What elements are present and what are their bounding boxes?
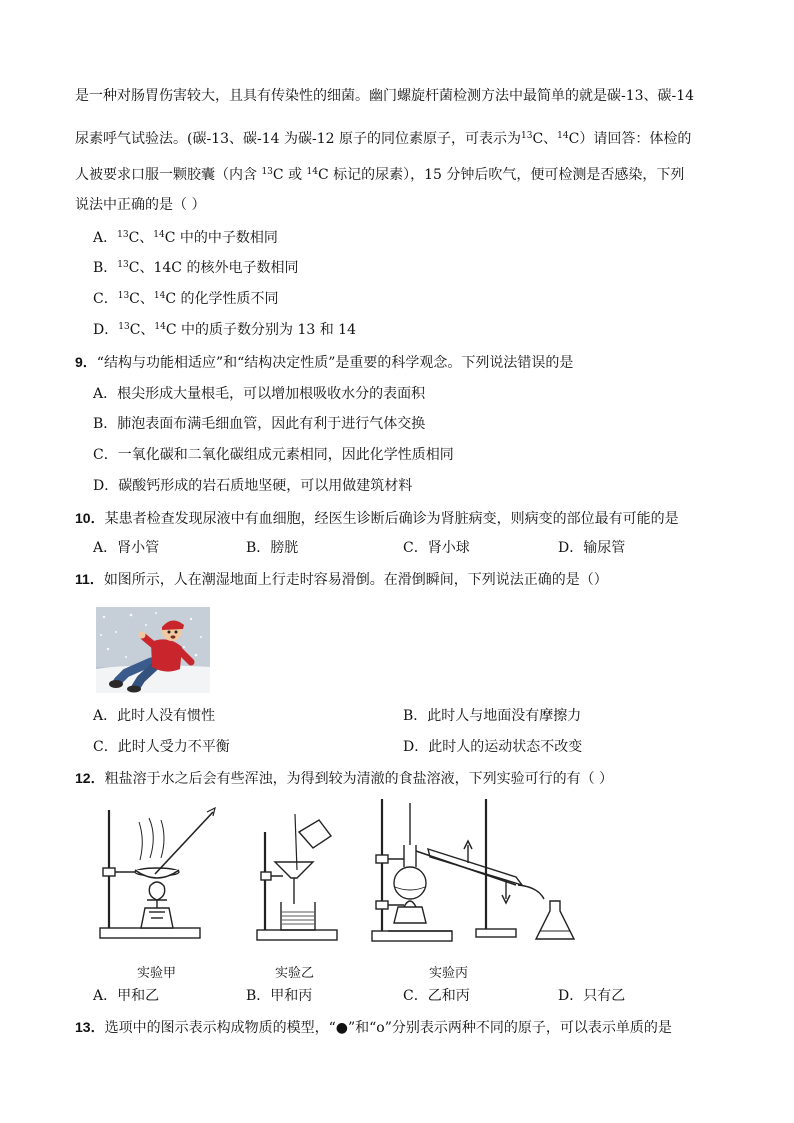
q9-option-c: C．一氧化碳和二氧化碳组成元素相同，因此化学性质相同 [93,447,454,463]
q9-option-a: A．根尖形成大量根毛，可以增加根吸收水分的表面积 [93,386,426,402]
q11-option-b: B．此时人与地面没有摩擦力 [403,708,582,724]
q8-option-c: C．$^{13}$C、$^{14}$C 的化学性质不同 [93,291,279,307]
experiment-bing-distillation-figure [368,795,588,945]
q11-option-d: D．此时人的运动状态不改变 [403,739,583,755]
q8-option-d: D．$^{13}$C、$^{14}$C 中的质子数分别为 13 和 14 [93,322,357,338]
caption-experiment-jia: 实验甲 [137,966,177,981]
q9-option-b: B．肺泡表面布满毛细血管，因此有利于进行气体交换 [93,416,426,432]
slipping-person-image [96,607,210,693]
q12-option-a: A．甲和乙 [93,988,160,1004]
passage-line-1: 是一种对肠胃伤害较大，且具有传染性的细菌。幽门螺旋杆菌检测方法中最简单的就是碳-13、碳-14 [75,88,695,104]
q12-option-c: C．乙和丙 [403,988,470,1004]
question-8-stem-end: 说法中正确的是（ ） [75,197,206,213]
q10-option-d: D．输尿管 [558,540,626,556]
question-12-stem: 12．粗盐溶于水之后会有些浑浊，为得到较为清澈的食盐溶液，下列实验可行的有（ ） [75,770,614,787]
experiment-yi-filtration-figure [255,812,345,944]
q8-option-b: B．$^{13}$C、14C 的核外电子数相同 [93,260,299,276]
q10-option-a: A．肾小管 [93,540,160,556]
question-11-stem: 11．如图所示，人在潮湿地面上行走时容易滑倒。在滑倒瞬间，下列说法正确的是（） [75,571,608,588]
question-9-stem: 9．“结构与功能相适应”和“结构决定性质”是重要的科学观念。下列说法错误的是 [75,354,574,371]
q11-option-a: A．此时人没有惯性 [93,708,216,724]
q12-option-d: D．只有乙 [558,988,626,1004]
caption-experiment-yi: 实验乙 [275,966,315,981]
caption-experiment-bing: 实验丙 [429,966,469,981]
q10-option-c: C．肾小球 [403,540,470,556]
q9-option-d: D．碳酸钙形成的岩石质地坚硬，可以用做建筑材料 [93,478,413,494]
q12-option-b: B．甲和丙 [246,988,313,1004]
question-13-stem: 13．选项中的图示表示构成物质的模型，“●”和“o”分别表示两种不同的原子，可以表示单质的是 [75,1019,672,1036]
question-10-stem: 10．某患者检查发现尿液中有血细胞，经医生诊断后确诊为肾脏病变，则病变的部位最有可能的是 [75,510,679,527]
q11-option-c: C．此时人受力不平衡 [93,739,230,755]
q10-option-b: B．膀胱 [246,540,299,556]
experiment-jia-evaporation-figure [95,800,225,945]
passage-line-2: 尿素呼气试验法。(碳-13、碳-14 为碳-12 原子的同位素原子，可表示为$^{13}$C、$^{14}$C）请回答：体检的 [75,131,692,147]
q8-option-a: A．$^{13}$C、$^{14}$C 中的中子数相同 [93,230,278,246]
passage-line-3: 人被要求口服一颗胶囊（内含 $^{13}$C 或 $^{14}$C 标记的尿素），15 分钟后吹气，便可检测是否感染，下列 [75,167,685,183]
